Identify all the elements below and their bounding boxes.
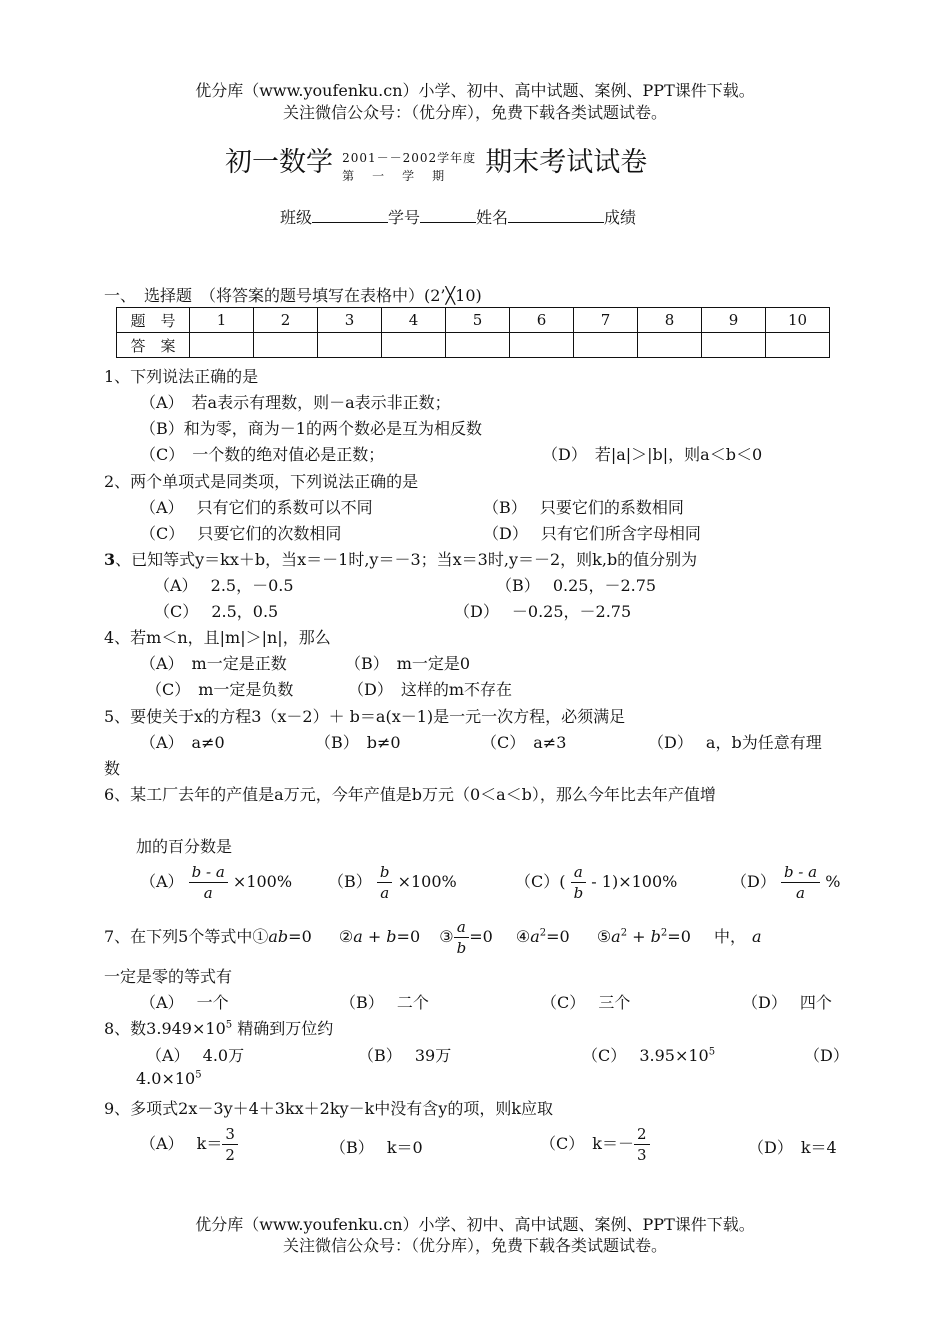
- q6-c-denominator: b: [573, 884, 584, 902]
- q6-c-fraction: [571, 862, 587, 903]
- q7-stem-variable: a: [752, 927, 762, 946]
- q9-c-label: （C） k＝－: [540, 1134, 634, 1153]
- answer-cell[interactable]: [574, 333, 638, 358]
- q7-expr-3-fraction: [454, 917, 470, 958]
- q6-option-b: [328, 862, 457, 903]
- q2-option-a: （A） 只有它们的系数可以不同: [140, 498, 373, 517]
- q5-option-d-cont: 数: [104, 759, 121, 778]
- answer-cell[interactable]: [766, 333, 830, 358]
- q6-stem-cont: 加的百分数是: [136, 837, 233, 856]
- q6-c-label: （C）(: [515, 872, 566, 891]
- answer-cell[interactable]: [254, 333, 318, 358]
- class-field[interactable]: [312, 208, 388, 223]
- q9-option-c: [540, 1124, 650, 1165]
- q8-stem: [104, 1016, 333, 1039]
- q8-option-a: （A） 4.0万: [146, 1046, 245, 1065]
- q1-option-c: （C） 一个数的绝对值必是正数；: [140, 445, 385, 464]
- q6-option-a: [140, 862, 292, 903]
- q2-option-d: （D） 只有它们所含字母相同: [483, 524, 701, 543]
- q9-c-numerator: 2: [634, 1124, 650, 1145]
- table-row: [117, 308, 830, 333]
- q7-expr-5-a: a: [611, 927, 621, 946]
- q2-option-c: （C） 只要它们的次数相同: [140, 524, 342, 543]
- q6-d-numerator: b - a: [781, 862, 820, 883]
- header-line-1: 优分库（www.youfenku.cn）小学、初中、高中试题、案例、PPT课件下载。: [195, 81, 755, 100]
- table-cell: 3: [318, 308, 382, 333]
- answer-cell[interactable]: [382, 333, 446, 358]
- q4-option-b: （B） m一定是0: [345, 654, 471, 673]
- q8-option-c-text: （C） 3.95×10: [582, 1046, 709, 1065]
- row-label-answer: 答 案: [117, 333, 190, 358]
- row-label-number: 题 号: [117, 308, 190, 333]
- number-field[interactable]: [420, 208, 476, 223]
- header-line-2: 关注微信公众号：（优分库），免费下载各类试题试卷。: [282, 103, 667, 122]
- table-cell: 8: [638, 308, 702, 333]
- q1-option-d: （D） 若|a|＞|b|，则a＜b＜0: [542, 445, 763, 464]
- number-label: 学号: [388, 208, 421, 227]
- q7-option-a: （A） 一个: [140, 993, 229, 1012]
- q7-expr-4: a: [530, 927, 540, 946]
- q7-expr-3-denominator: b: [456, 939, 467, 957]
- q1-option-a: （A） 若a表示有理数，则－a表示非正数；: [140, 393, 451, 412]
- title-left: 初一数学: [225, 147, 333, 178]
- q7-option-b: （B） 二个: [340, 993, 429, 1012]
- q8-option-c: [582, 1043, 715, 1066]
- q7-expr-4-exponent: 2: [539, 927, 547, 939]
- answer-cell[interactable]: [318, 333, 382, 358]
- q7-expr-2: a + b: [353, 927, 397, 946]
- score-label: 成绩: [604, 208, 637, 227]
- q9-option-b: （B） k＝0: [330, 1138, 423, 1157]
- q6-d-fraction: [781, 862, 820, 903]
- title-right: 期末考试试卷: [485, 147, 648, 178]
- q7-expr-4-prefix: ④: [515, 927, 531, 946]
- q7-expr-5-tail: =0: [667, 927, 691, 946]
- q3-stem-text: 、已知等式y＝kx＋b，当x＝－1时,y＝－3；当x＝3时,y＝－2，则k,b的值分别为: [115, 550, 698, 569]
- q8-option-b: （B） 39万: [358, 1046, 452, 1065]
- answer-cell[interactable]: [510, 333, 574, 358]
- q9-a-denominator: 2: [225, 1146, 235, 1164]
- q3-option-c: （C） 2.5，0.5: [154, 602, 279, 621]
- q6-option-d: [731, 862, 840, 903]
- q8-stem-text: 8、数3.949×10: [104, 1019, 226, 1038]
- q3-stem: [104, 547, 697, 570]
- q3-option-b: （B） 0.25，－2.75: [496, 576, 657, 595]
- q9-a-fraction: [222, 1124, 238, 1165]
- q8-option-d-text: 4.0×10: [136, 1069, 196, 1088]
- q8-option-d-cont: [136, 1069, 202, 1088]
- q7-expr-2-prefix: ②: [338, 927, 354, 946]
- answer-cell[interactable]: [638, 333, 702, 358]
- q6-b-label: （B）: [328, 872, 372, 891]
- q9-option-a: [140, 1124, 238, 1165]
- q7-option-c: （C） 三个: [541, 993, 631, 1012]
- q6-a-label: （A）: [140, 872, 184, 891]
- q7-expr-3-tail: =0: [469, 927, 493, 946]
- table-cell: 10: [766, 308, 830, 333]
- q2-stem: 2、两个单项式是同类项，下列说法正确的是: [104, 472, 419, 491]
- q6-option-c: [515, 862, 677, 903]
- table-cell: 6: [510, 308, 574, 333]
- table-cell: 5: [446, 308, 510, 333]
- q5-option-d: （D） a，b为任意有理: [648, 733, 822, 752]
- q1-stem: 1、下列说法正确的是: [104, 367, 259, 386]
- q7-option-d: （D） 四个: [742, 993, 832, 1012]
- table-cell: 7: [574, 308, 638, 333]
- q7-expr-5-b-exponent: 2: [660, 927, 668, 939]
- q4-stem: 4、若m＜n，且|m|＞|n|，那么: [104, 628, 331, 647]
- q7-expr-1: ab: [268, 927, 289, 946]
- footer-line-2: 关注微信公众号：（优分库），免费下载各类试题试卷。: [282, 1236, 667, 1255]
- class-label: 班级: [280, 208, 313, 227]
- title-year: 2001－－2002学年度: [342, 150, 477, 165]
- q1-option-b: （B）和为零，商为－1的两个数必是互为相反数: [140, 419, 482, 438]
- table-cell: 4: [382, 308, 446, 333]
- q8-stem-exponent: 5: [225, 1019, 233, 1031]
- q6-d-label: （D）: [731, 872, 776, 891]
- q7-stem-tail: 中，: [713, 927, 746, 946]
- q4-option-d: （D） 这样的m不存在: [348, 680, 513, 699]
- q6-b-numerator: b: [377, 862, 393, 883]
- footer-line-1: 优分库（www.youfenku.cn）小学、初中、高中试题、案例、PPT课件下载。: [195, 1215, 755, 1234]
- student-info-row: [280, 205, 636, 228]
- q4-option-a: （A） m一定是正数: [140, 654, 287, 673]
- answer-table: [116, 307, 830, 358]
- q9-option-d: （D） k＝4: [748, 1138, 837, 1157]
- table-cell: 1: [190, 308, 254, 333]
- q6-a-tail: ×100%: [232, 872, 293, 891]
- q8-option-d-exponent: 5: [195, 1069, 202, 1081]
- q7-expr-5-prefix: ⑤: [596, 927, 612, 946]
- q6-b-denominator: a: [380, 884, 390, 902]
- q9-c-denominator: 3: [636, 1146, 647, 1164]
- q5-option-a: （A） a≠0: [140, 733, 225, 752]
- q6-a-fraction: [189, 862, 228, 903]
- q7-stem: [104, 917, 762, 958]
- q5-option-b: （B） b≠0: [315, 733, 401, 752]
- q6-c-tail: - 1)×100%: [591, 872, 678, 891]
- q6-a-denominator: a: [203, 884, 213, 902]
- q9-c-fraction: [634, 1124, 650, 1165]
- answer-cell[interactable]: [190, 333, 254, 358]
- table-cell: 2: [254, 308, 318, 333]
- q9-stem: 9、多项式2x－3y＋4＋3kx＋2ky－k中没有含y的项，则k应取: [104, 1099, 554, 1118]
- q2-option-b: （B） 只要它们的系数相同: [483, 498, 684, 517]
- q7-stem-cont: 一定是零的等式有: [104, 967, 233, 986]
- q3-option-a: （A） 2.5，－0.5: [154, 576, 294, 595]
- q7-expr-5-b: + b: [627, 927, 661, 946]
- q7-expr-3-numerator: a: [454, 917, 470, 938]
- q6-b-tail: ×100%: [397, 872, 457, 891]
- q7-expr-3-prefix: ③: [439, 927, 454, 946]
- q3-number: 3: [104, 550, 116, 569]
- page-title: [225, 140, 647, 185]
- q5-stem: 5、要使关于x的方程3（x－2）＋ b＝a(x－1)是一元一次方程，必须满足: [104, 707, 626, 726]
- q9-a-label: （A） k＝: [140, 1134, 223, 1153]
- table-row: [117, 333, 830, 358]
- q7-expr-4-tail: =0: [546, 927, 570, 946]
- q3-option-d: （D） －0.25，－2.75: [454, 602, 632, 621]
- q7-expr-5-a-exponent: 2: [620, 927, 628, 939]
- q5-option-c: （C） a≠3: [481, 733, 567, 752]
- q8-option-c-exponent: 5: [708, 1046, 716, 1058]
- q6-d-tail: %: [825, 872, 841, 891]
- q6-c-numerator: a: [571, 862, 587, 883]
- table-cell: 9: [702, 308, 766, 333]
- q9-a-numerator: 3: [222, 1124, 238, 1145]
- q8-option-d: （D）: [804, 1046, 849, 1065]
- title-term: 第 一 学 期: [342, 168, 448, 183]
- answer-cell[interactable]: [702, 333, 766, 358]
- q7-stem-text: 7、在下列5个等式中①: [104, 927, 269, 946]
- q6-stem: 6、某工厂去年的产值是a万元，今年产值是b万元（0＜a＜b），那么今年比去年产值增: [104, 785, 716, 804]
- q6-a-numerator: b - a: [189, 862, 228, 883]
- q4-option-c: （C） m一定是负数: [146, 680, 294, 699]
- q7-expr-1-tail: =0: [288, 927, 312, 946]
- q6-d-denominator: a: [796, 884, 805, 902]
- name-label: 姓名: [476, 208, 509, 227]
- section-heading: 一、 选择题 （将答案的题号填写在表格中）(2’╳10): [104, 286, 482, 305]
- name-field[interactable]: [508, 208, 604, 223]
- q7-expr-2-tail: =0: [396, 927, 421, 946]
- answer-cell[interactable]: [446, 333, 510, 358]
- q6-b-fraction: [377, 862, 393, 903]
- q8-stem-tail: 精确到万位约: [232, 1019, 334, 1038]
